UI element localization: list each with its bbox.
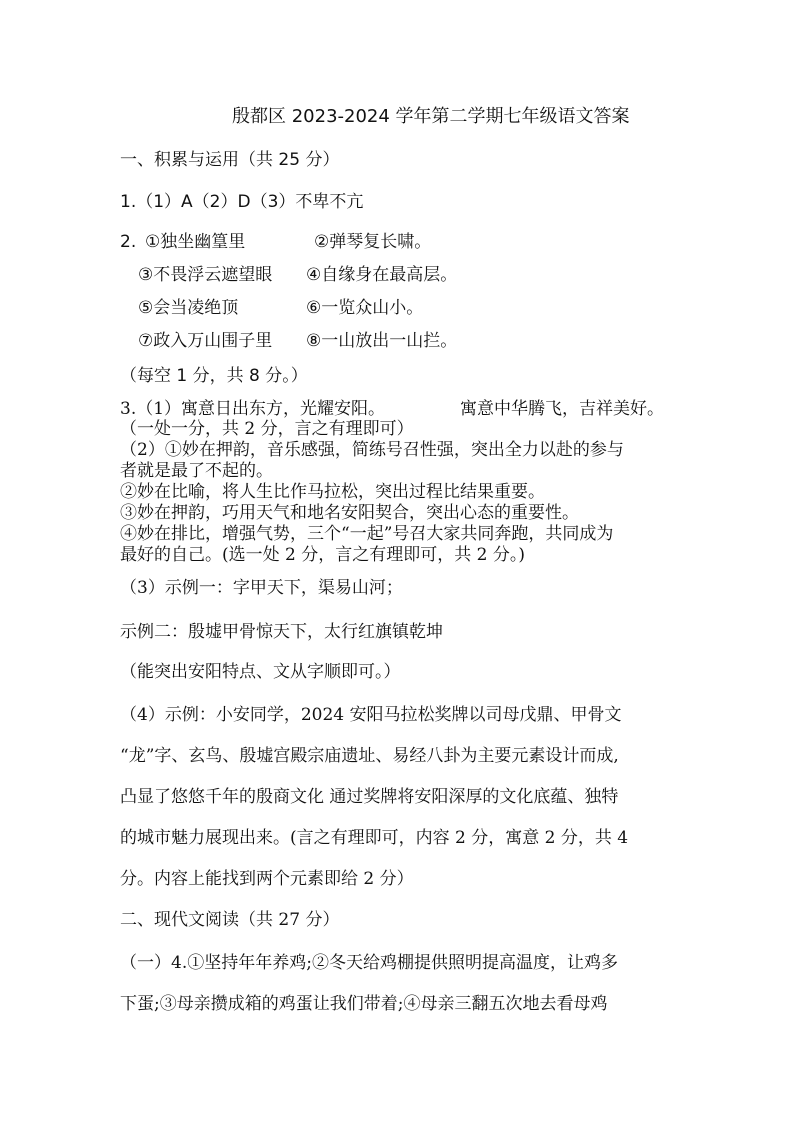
q4-line-1: （一）4.①坚持年年养鸡;②冬天给鸡棚提供照明提高温度，让鸡多 bbox=[120, 953, 618, 973]
q3-line-6: ③妙在押韵，巧用天气和地名安阳契合，突出心态的重要性。 bbox=[120, 503, 579, 523]
q3-line-12: （4）示例：小安同学，2024 安阳马拉松奖牌以司母戊鼎、甲骨文 bbox=[120, 705, 622, 725]
q3-line-5: ②妙在比喻，将人生比作马拉松，突出过程比结果重要。 bbox=[120, 482, 545, 502]
q3-line-7: ④妙在排比，增强气势，三个“一起”号召大家共同奔跑，共同成为 bbox=[120, 524, 614, 544]
q3-line-8: 最好的自己。(选一处 2 分，言之有理即可，共 2 分。) bbox=[120, 545, 526, 565]
q3-line-14: 凸显了悠悠千年的殷商文化 通过奖牌将安阳深厚的文化底蕴、独特 bbox=[120, 787, 619, 807]
q3-line-2: （一处一分，共 2 分，言之有理即可） bbox=[120, 419, 414, 439]
q3-line-1a: 3.（1）寓意日出东方，光耀安阳。 bbox=[120, 399, 386, 419]
section-one-heading: 一、积累与运用（共 25 分） bbox=[120, 150, 340, 170]
q2-blank-7: ⑦政入万山围子里 bbox=[138, 331, 273, 351]
section-two-heading: 二、现代文阅读（共 27 分） bbox=[120, 910, 340, 930]
page-title: 殷都区 2023-2024 学年第二学期七年级语文答案 bbox=[232, 106, 630, 127]
question-1-answer: 1.（1）A（2）D（3）不卑不亢 bbox=[120, 192, 364, 212]
question-2-number: 2. bbox=[120, 232, 137, 252]
q3-line-10: 示例二：殷墟甲骨惊天下，太行红旗镇乾坤 bbox=[120, 622, 443, 642]
q2-blank-6: ⑥一览众山小。 bbox=[306, 298, 424, 318]
q3-line-13: “龙”字、玄鸟、殷墟宫殿宗庙遗址、易经八卦为主要元素设计而成, bbox=[120, 746, 619, 766]
q3-line-11: （能突出安阳特点、文从字顺即可。） bbox=[120, 662, 401, 682]
q2-blank-4: ④自缘身在最高层。 bbox=[306, 265, 458, 285]
q2-blank-1: ①独坐幽篁里 bbox=[145, 232, 246, 252]
q2-blank-8: ⑧一山放出一山拦。 bbox=[306, 331, 458, 351]
q2-blank-5: ⑤会当凌绝顶 bbox=[138, 298, 239, 318]
q2-blank-2: ②弹琴复长啸。 bbox=[314, 232, 432, 252]
q3-line-15: 的城市魅力展现出来。(言之有理即可，内容 2 分，寓意 2 分，共 4 bbox=[120, 828, 629, 848]
q2-scoring-note: （每空 1 分，共 8 分。） bbox=[120, 366, 308, 386]
q4-line-2: 下蛋;③母亲攒成箱的鸡蛋让我们带着;④母亲三翻五次地去看母鸡 bbox=[120, 994, 608, 1014]
q3-line-16: 分。内容上能找到两个元素即给 2 分） bbox=[120, 869, 414, 889]
q3-line-3: （2）①妙在押韵，音乐感强，简练号召性强，突出全力以赴的参与 bbox=[120, 440, 624, 460]
q3-line-9: （3）示例一：字甲天下，渠易山河； bbox=[120, 578, 403, 598]
q3-line-4: 者就是最了不起的。 bbox=[120, 461, 273, 481]
q3-line-1b: 寓意中华腾飞，吉祥美好。 bbox=[460, 399, 664, 419]
q2-blank-3: ③不畏浮云遮望眼 bbox=[138, 265, 273, 285]
